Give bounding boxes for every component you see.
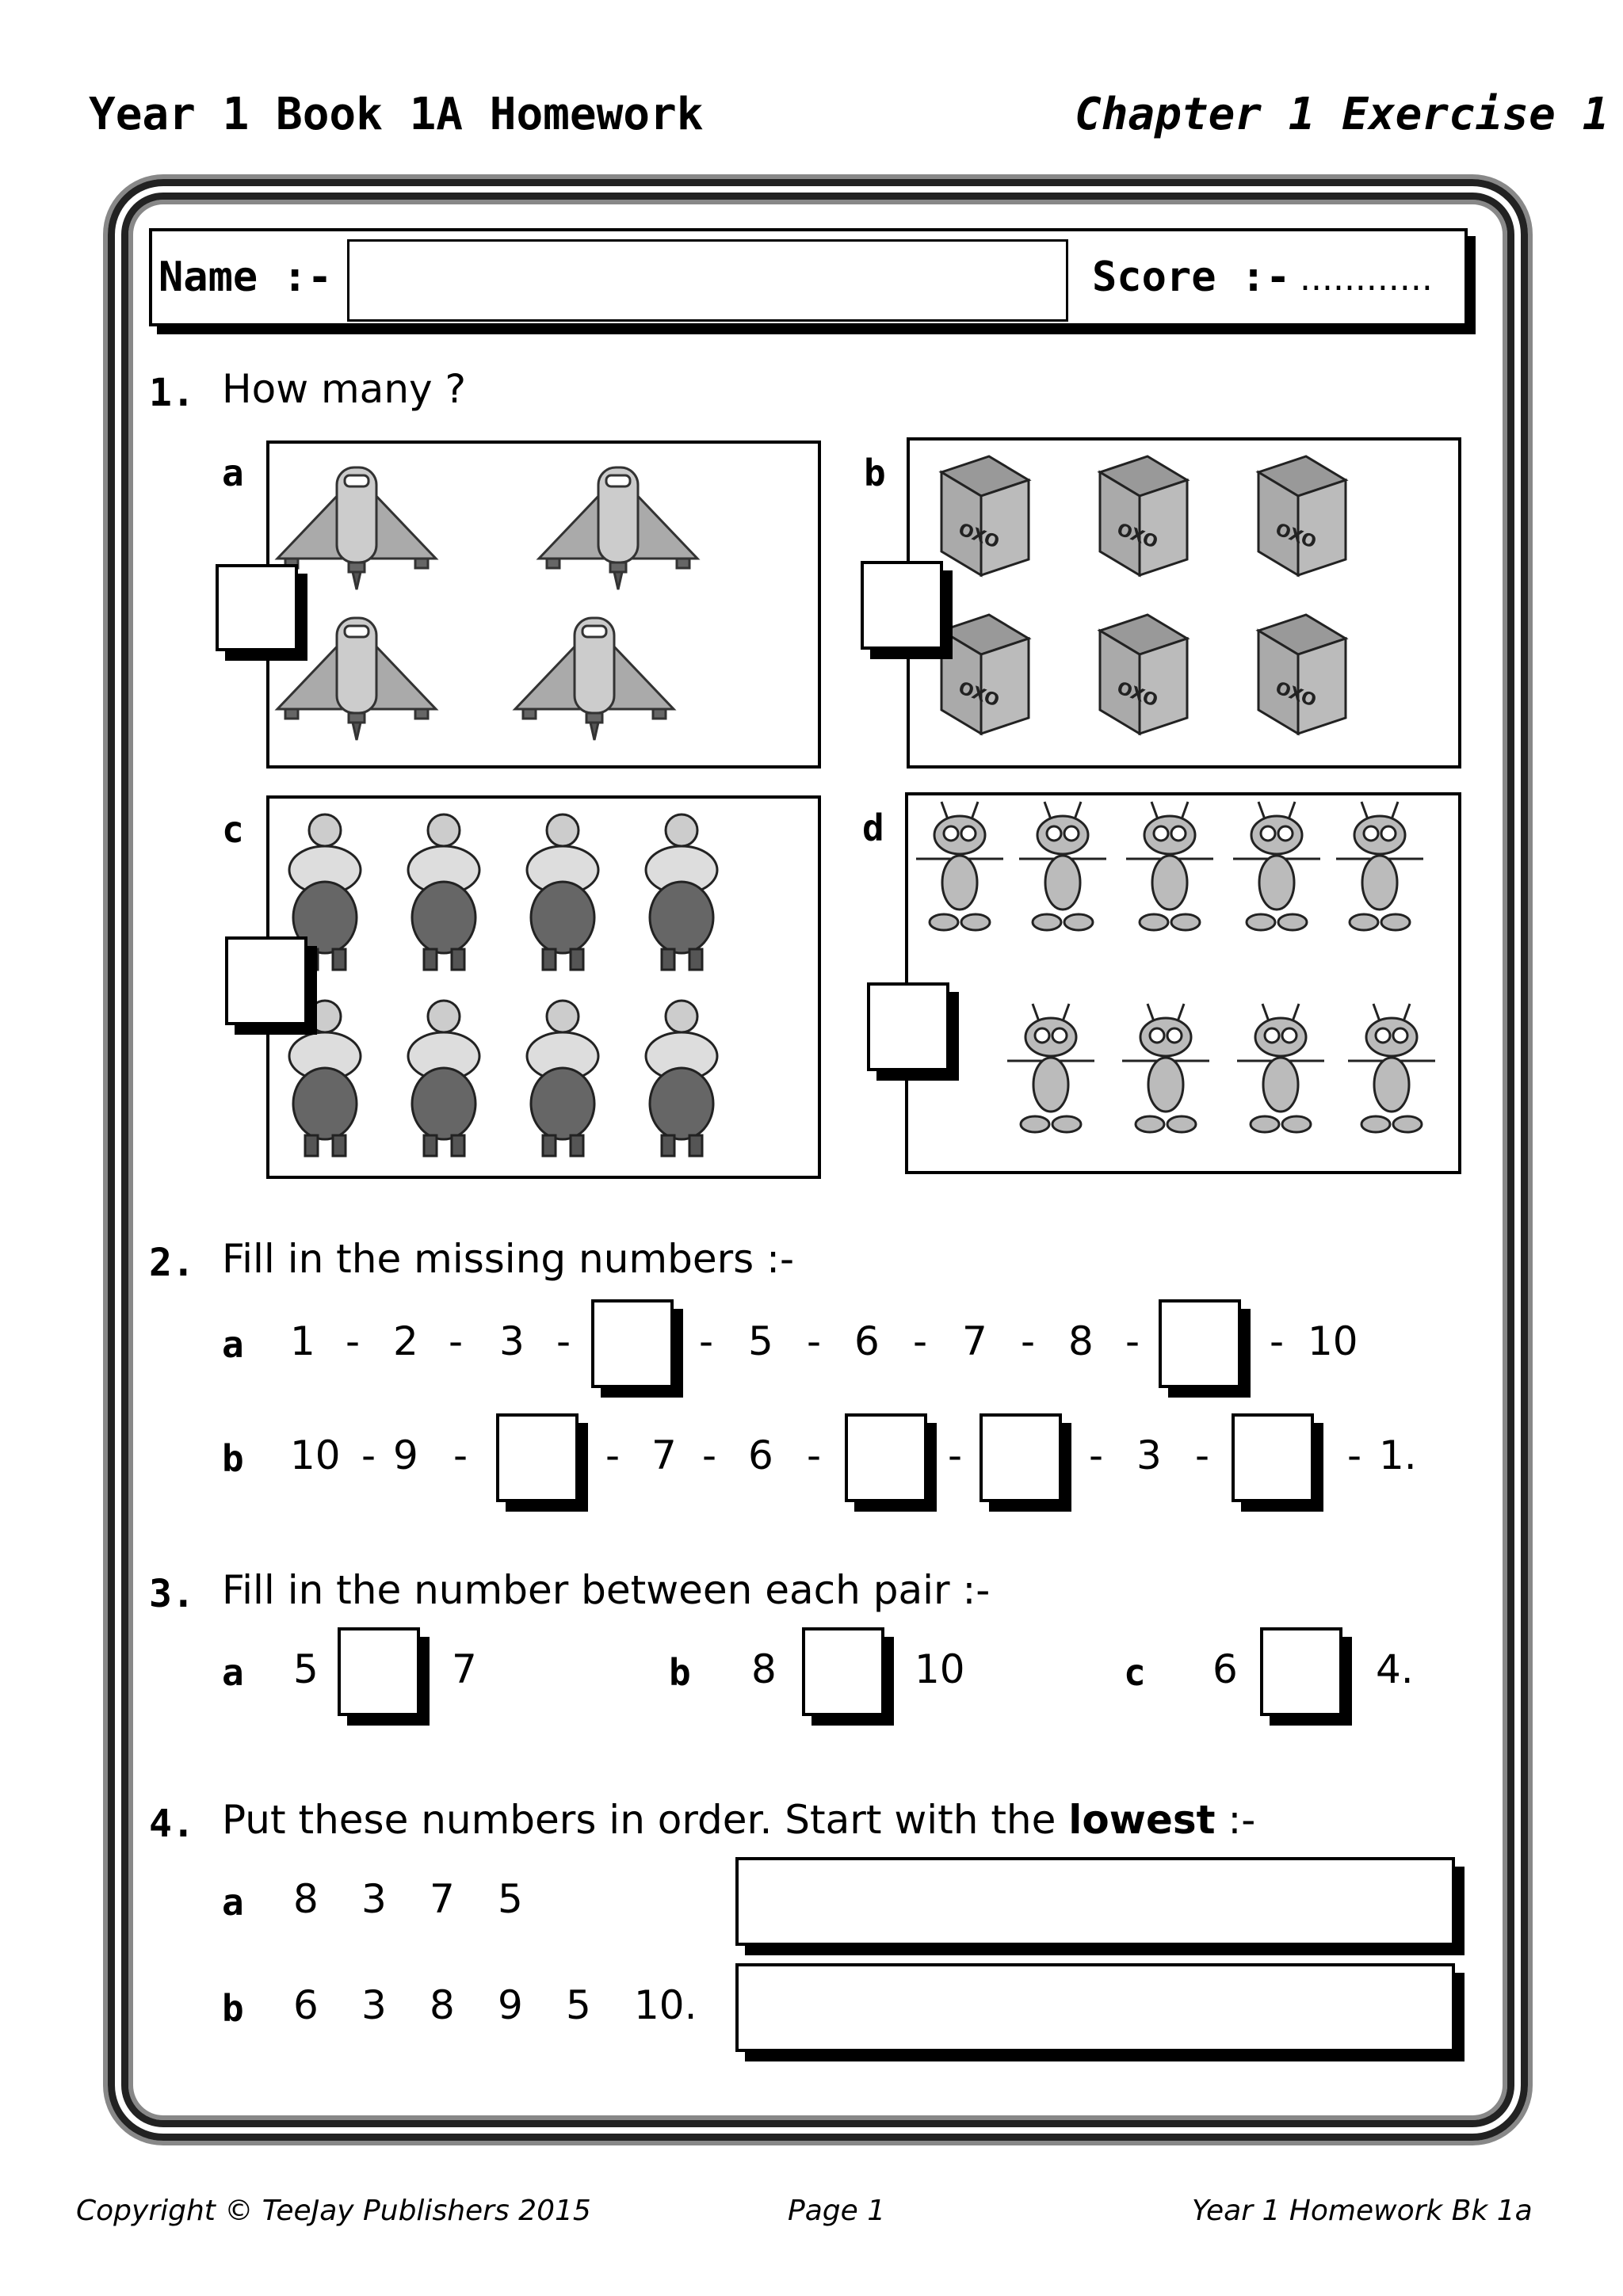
q2b-term: 3	[1136, 1432, 1162, 1478]
q2a-dash: -	[699, 1318, 714, 1364]
score-label: Score :-	[1092, 254, 1291, 301]
footer-book: Year 1 Homework Bk 1a	[1192, 2195, 1533, 2227]
q4b-answer-box[interactable]	[735, 1963, 1455, 2052]
robot-icon	[269, 799, 818, 1176]
q1c-panel	[266, 795, 821, 1179]
q2a-dash: -	[346, 1318, 361, 1364]
q4b-number: 3	[361, 1982, 387, 2028]
q2a-dash: -	[1021, 1318, 1036, 1364]
q4b-number: 6	[293, 1982, 319, 2028]
q3b-label: b	[669, 1651, 691, 1694]
q4a-answer-box[interactable]	[735, 1857, 1455, 1946]
q1c-answer-box[interactable]	[225, 936, 307, 1025]
q2a-term: 6	[854, 1318, 880, 1364]
q2-number: 2.	[149, 1241, 195, 1285]
q2b-dash: -	[361, 1432, 376, 1478]
q1b-panel	[907, 437, 1461, 769]
q2b-answer-box-4[interactable]	[1232, 1413, 1314, 1502]
q4a-number: 7	[430, 1876, 455, 1922]
oxo-box-icon	[910, 441, 1458, 765]
q2b-dash: -	[807, 1432, 822, 1478]
q2b-answer-box-3[interactable]	[980, 1413, 1062, 1502]
q2b-dash: -	[1347, 1432, 1362, 1478]
q4b-number: 9	[498, 1982, 523, 2028]
q2a-dash: -	[556, 1318, 571, 1364]
q4a-label: a	[222, 1881, 244, 1924]
q3-text: Fill in the number between each pair :-	[222, 1567, 991, 1613]
q4b-number: 8	[430, 1982, 455, 2028]
q3a-right: 7	[452, 1646, 477, 1692]
q4-text-end: :-	[1228, 1797, 1256, 1843]
q2b-dash: -	[1195, 1432, 1210, 1478]
footer-page: Page 1	[788, 2195, 886, 2227]
q4a-number: 3	[361, 1876, 387, 1922]
q1b-answer-box[interactable]	[861, 561, 943, 650]
q3c-right: 4.	[1376, 1646, 1414, 1692]
q1a-panel	[266, 441, 821, 769]
q3c-label: c	[1124, 1651, 1146, 1694]
q3c-left: 6	[1212, 1646, 1238, 1692]
q2b-term: 10	[290, 1432, 341, 1478]
q2a-answer-box-1[interactable]	[591, 1299, 674, 1388]
q3b-right: 10	[915, 1646, 965, 1692]
score-field[interactable]: ............	[1300, 258, 1433, 299]
q2b-term: 1.	[1379, 1432, 1417, 1478]
q1d-panel	[905, 792, 1461, 1174]
footer-copyright: Copyright © TeeJay Publishers 2015	[76, 2195, 591, 2227]
q4a-number: 8	[293, 1876, 319, 1922]
q1d-label: d	[862, 807, 884, 849]
q2b-dash: -	[605, 1432, 621, 1478]
q3c-answer-box[interactable]	[1260, 1627, 1342, 1716]
q2b-dash: -	[1089, 1432, 1104, 1478]
q4b-number: 5	[566, 1982, 591, 2028]
q3-number: 3.	[149, 1572, 195, 1616]
q2a-term: 5	[748, 1318, 773, 1364]
q2b-label: b	[222, 1437, 244, 1480]
q2a-term: 7	[962, 1318, 987, 1364]
q1-number: 1.	[149, 371, 195, 415]
q2a-term: 3	[499, 1318, 525, 1364]
q3a-label: a	[222, 1651, 244, 1694]
q3a-answer-box[interactable]	[338, 1627, 420, 1716]
q2a-dash: -	[1270, 1318, 1285, 1364]
q2a-term: 10	[1308, 1318, 1358, 1364]
q2b-dash: -	[453, 1432, 468, 1478]
alien-icon	[908, 795, 1458, 1171]
q4-text-bold: lowest	[1068, 1797, 1216, 1843]
q2-text: Fill in the missing numbers :-	[222, 1236, 794, 1282]
q4-text	[222, 1797, 1255, 1843]
q3b-left: 8	[751, 1646, 777, 1692]
q1-text: How many ?	[222, 366, 467, 412]
svg-text:OXO: OXO	[955, 520, 1002, 553]
q1a-label: a	[222, 452, 244, 494]
q1b-label: b	[864, 452, 886, 494]
q2a-dash: -	[807, 1318, 822, 1364]
q4b-label: b	[222, 1987, 244, 2030]
q2a-term: 2	[393, 1318, 418, 1364]
q4-number: 4.	[149, 1802, 195, 1846]
q2b-dash: -	[702, 1432, 717, 1478]
q2a-label: a	[222, 1323, 244, 1366]
q1a-answer-box[interactable]	[216, 564, 298, 651]
q2b-term: 7	[651, 1432, 677, 1478]
q1c-label: c	[222, 808, 244, 851]
q3a-left: 5	[293, 1646, 319, 1692]
q1d-answer-box[interactable]	[867, 982, 949, 1071]
q4a-number: 5	[498, 1876, 523, 1922]
q2b-term: 6	[748, 1432, 773, 1478]
header-chapter: Chapter 1 Exercise 1	[1075, 89, 1610, 140]
q2b-dash: -	[948, 1432, 963, 1478]
q2a-dash: -	[913, 1318, 928, 1364]
q3b-answer-box[interactable]	[802, 1627, 884, 1716]
q2a-term: 8	[1068, 1318, 1094, 1364]
q2a-term: 1	[290, 1318, 315, 1364]
spaceship-icon	[269, 444, 818, 765]
q4b-number: 10.	[634, 1982, 697, 2028]
q2b-term: 9	[393, 1432, 418, 1478]
q2b-answer-box-2[interactable]	[845, 1413, 927, 1502]
header-title: Year 1 Book 1A Homework	[89, 89, 704, 140]
q2a-dash: -	[449, 1318, 464, 1364]
name-label: Name :-	[158, 254, 333, 301]
q2a-answer-box-2[interactable]	[1159, 1299, 1241, 1388]
q2a-dash: -	[1125, 1318, 1140, 1364]
q2b-answer-box-1[interactable]	[496, 1413, 579, 1502]
q4-text-start: Put these numbers in order. Start with the	[222, 1797, 1056, 1843]
name-field[interactable]	[347, 239, 1068, 322]
